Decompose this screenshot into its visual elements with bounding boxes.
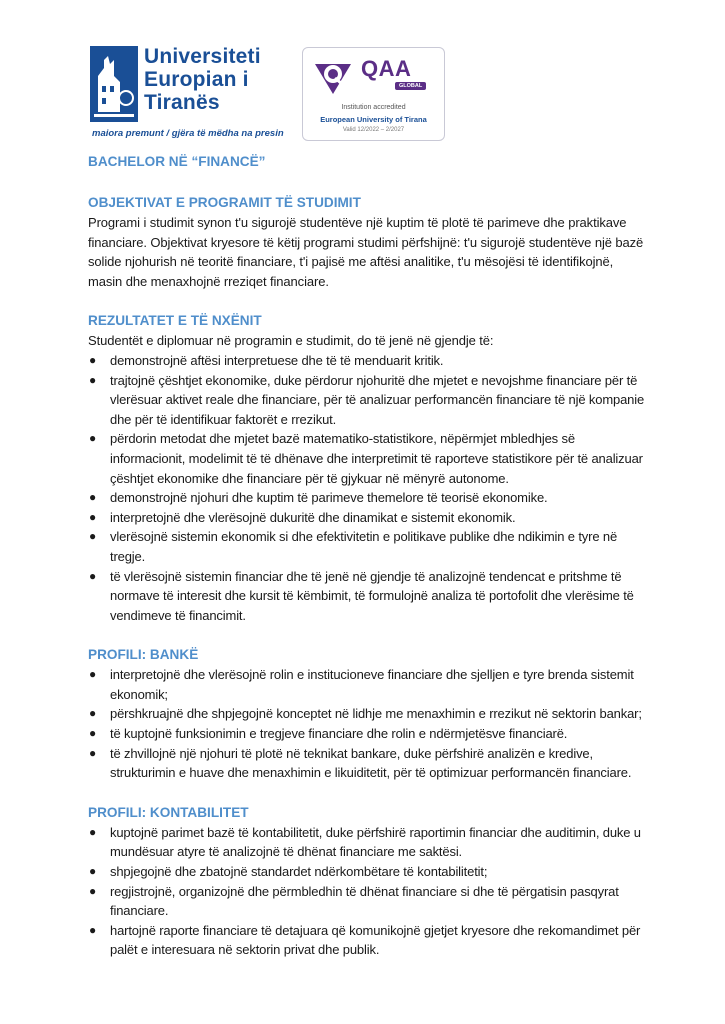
list-item: ● përdorin metodat dhe mjetet bazë matematiko-statistikore, nëpërmjet mbledhjes së informacionit, modelimit të të dhënave dhe interpretimit të raporteve statistikore për të analizuar çështjet ekonomike dhe financiare për të gjykuar në mënyrë autonome.: [89, 431, 643, 486]
list-item: ● përshkruajnë dhe shpjegojnë konceptet në lidhje me menaxhimin e rrezikut në sektorin bankar;: [88, 704, 648, 724]
list-item: ● interpretojnë dhe vlerësojnë rolin e institucioneve financiare dhe sjelljen e tyre brenda sistemit ekonomik;: [89, 667, 634, 702]
objectives-text: Programi i studimit synon t'u sigurojë studentëve një kuptim të plotë të parimeve dhe praktikave financiare. Objektivat kryesore të këtij programi studimi përfshijnë: t'u sigurojë studentëve një bazë solide njohurish në teoritë financiare, t'i pajisë me aftësi analitike, t'u mësojësi të identifikojnë, masin dhe menaxhojnë rreziqet financiare.: [88, 215, 644, 289]
list-item: ● demonstrojnë aftësi interpretuese dhe të të menduarit kritik.: [88, 351, 648, 371]
outcomes-heading: REZULTATET E TË NXËNIT: [88, 313, 262, 329]
list-item: ● shpjegojnë dhe zbatojnë standardet ndërkombëtare të kontabilitetit;: [88, 862, 648, 882]
bullet-icon: ●: [89, 922, 97, 937]
list-item: ● kuptojnë parimet bazë të kontabilitetit, duke përfshirë raportimin financiar dhe auditimin, duke u mundësuar atyre të analizojnë të dhënat financiare me saktësi.: [89, 824, 641, 860]
bullet-icon: ●: [89, 509, 97, 524]
bullet-icon: ●: [89, 864, 97, 879]
accounting-profile-heading: PROFILI: KONTABILITET: [88, 804, 249, 820]
bullet-icon: ●: [89, 745, 97, 760]
objectives-section: [88, 193, 648, 291]
objectives-heading: OBJEKTIVAT E PROGRAMIT TË STUDIMIT: [88, 195, 361, 210]
bank-profile-section: [88, 645, 648, 783]
qaa-institution-name: European University of Tirana: [320, 115, 427, 124]
list-item: ● të kuptojnë funksionimin e tregjeve financiare dhe rolin e ndërmjetësve financiarë.: [88, 724, 648, 744]
list-item: ● të zhvillojnë një njohuri të plotë në teknikat bankare, duke përfshirë analizën e kredive, strukturimin e huave dhe menaxhimin e likuiditetit, për të optimizuar performancën financiare.: [89, 745, 632, 781]
qaa-wordmark: QAA: [361, 56, 412, 81]
bullet-icon: ●: [89, 568, 97, 583]
bullet-icon: ●: [89, 490, 97, 505]
outcomes-list: [88, 351, 648, 625]
bullet-icon: ●: [89, 529, 97, 544]
bank-profile-heading: PROFILI: BANKË: [88, 647, 199, 663]
university-name: [144, 46, 261, 115]
list-item: ● të vlerësojnë sistemin financiar dhe të jenë në gjendje të analizojnë tendencat e pritshme të normave të interesit dhe kursit të këmbimit, të formulojnë analiza të portofolit dhe vlerësime të vendimeve të financimit.: [89, 568, 634, 623]
bullet-icon: ●: [89, 372, 97, 387]
university-emblem-icon: [90, 46, 138, 122]
qaa-validity: Valid 12/2022 – 2/2027: [342, 127, 405, 133]
bullet-icon: ●: [89, 706, 97, 721]
bullet-icon: ●: [89, 352, 97, 367]
qaa-accredited-label: Institution accredited: [341, 104, 406, 111]
list-item: ● hartojnë raporte financiare të detajuara që komunikojnë gjetjet kryesore dhe rekomandimet për palët e interesuara në sektorin privat dhe publik.: [89, 922, 641, 958]
university-name-line-2: Europian i: [144, 68, 249, 91]
accounting-profile-section: [88, 803, 648, 960]
qaa-accreditation-badge: [302, 47, 445, 141]
list-item: ● regjistrojnë, organizojnë dhe përmbledhin të dhënat financiare si dhe të përgatisin pasqyrat financiare.: [89, 883, 619, 919]
bullet-icon: ●: [89, 824, 97, 839]
list-item: ● interpretojnë dhe vlerësojnë dukuritë dhe dinamikat e sistemit ekonomik.: [88, 508, 648, 528]
document-title: BACHELOR NË “FINANCË”: [88, 154, 266, 169]
list-item: ● vlerësojnë sistemin ekonomik si dhe efektivitetin e politikave publike dhe ndikimin e tyre në tregje.: [89, 529, 618, 564]
document-body: [88, 152, 648, 980]
university-name-line-1: Universiteti: [144, 45, 261, 68]
university-name-line-3: Tiranës: [144, 91, 220, 114]
outcomes-intro: Studentët e diplomuar në programin e studimit, do të jenë në gjendje të:: [88, 333, 494, 349]
bullet-icon: ●: [89, 726, 97, 741]
accounting-profile-list: [88, 823, 648, 960]
list-item: ● demonstrojnë njohuri dhe kuptim të parimeve themelore të teorisë ekonomike.: [88, 488, 648, 508]
list-item: ● trajtojnë çështjet ekonomike, duke përdorur njohuritë dhe mjetet e nevojshme financiare për të vlerësuar aktivet reale dhe financiare, për të analizuar performancën financiare të një kompanie dhe për të identifikuar faktorët e rrezikut.: [89, 372, 645, 427]
bank-profile-list: [88, 665, 648, 783]
bullet-icon: ●: [89, 431, 97, 446]
bullet-icon: ●: [89, 883, 97, 898]
university-logo: [90, 45, 284, 142]
university-tagline: maiora premunt / gjëra të mëdha na presin: [92, 128, 284, 139]
qaa-global-badge: GLOBAL: [395, 82, 426, 90]
bullet-icon: ●: [89, 667, 97, 682]
qaa-mark-icon: [311, 54, 355, 98]
outcomes-section: [88, 311, 648, 625]
